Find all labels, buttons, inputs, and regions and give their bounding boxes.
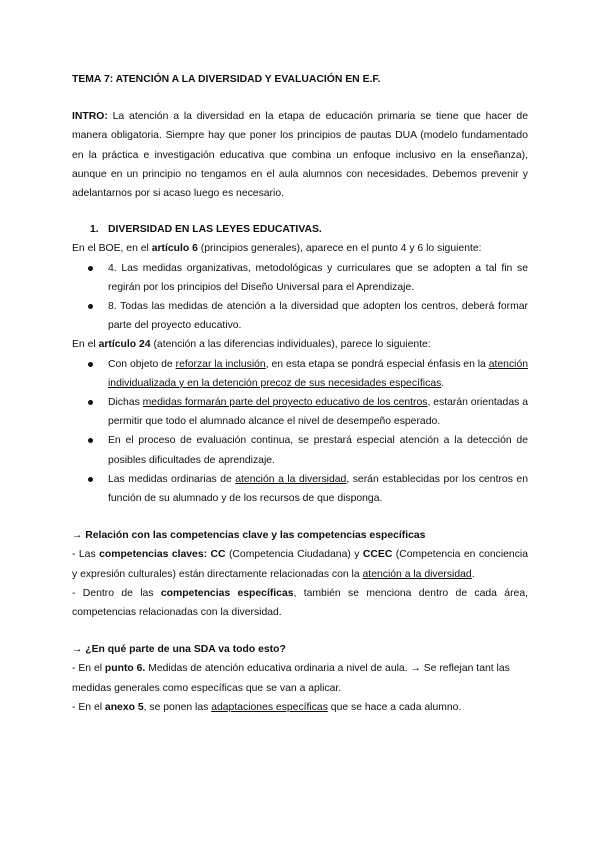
text: - En el [72,701,105,713]
bold-text: CCEC [362,549,393,561]
section1-heading [72,220,528,239]
text: , en esta etapa se pondrá especial énfasis en la [265,358,489,370]
section3-paragraph-2 [72,698,528,717]
section3-heading: → ¿En qué parte de una SDA va todo esto? [72,644,286,656]
bullet-icon [88,438,93,443]
section2-heading: → Relación con las competencias clave y las competencias específicas [72,530,426,542]
underlined-text: reforzar la inclusión [175,358,266,370]
text: . [441,377,445,389]
art24-post: (atención a las diferencias individuales), parece lo siguiente: [150,339,431,351]
underlined-text: adaptaciones específicas [211,701,328,713]
bold-text: anexo 5 [104,701,144,713]
underlined-text: atención individualizada y en la detención precoz de sus necesidades específicas [108,358,529,389]
list-item [72,297,528,335]
text: , serán establecidas por los centros en función de su alumnado y de los recursos de que disponga. [108,473,528,505]
boe-article: artículo 6 [151,243,198,255]
list-item-text: 8. Todas las medidas de atención a la diversidad que adopten los centros, deberá formar parte del proyecto educativo. [108,301,528,332]
list-item [72,393,528,431]
boe-list [72,259,528,336]
bullet-icon [88,304,93,309]
bullet-icon [88,266,93,271]
art24-intro [72,335,528,354]
document-page [72,70,528,717]
section3-paragraph-1 [72,659,528,697]
boe-pre: En el BOE, en el [72,243,152,255]
bold-text: competencias específicas [160,587,294,599]
boe-intro [72,239,528,258]
text: (Competencia en conciencia y expresión culturales) están directamente relacionadas con la [72,549,528,580]
section1-heading-text: DIVERSIDAD EN LAS LEYES EDUCATIVAS. [108,224,322,236]
text: Medidas de atención educativa ordinaria a nivel de aula. → Se reflejan tant las medidas generales como específicas que se van a aplicar. [72,663,510,694]
section2-paragraph-1 [72,545,528,583]
underlined-text: medidas formarán parte del proyecto educativo de los centros [142,397,428,409]
bullet-icon [88,400,93,405]
bullet-icon [88,362,93,367]
text: , estarán orientadas a permitir que todo el alumnado alcance el nivel de desempeño esperado. [108,397,528,428]
section1-number: 1. [90,224,99,236]
boe-post: (principios generales), aparece en el punto 4 y 6 lo siguiente: [197,243,482,255]
bold-text: competencias claves: CC [99,549,226,561]
bullet-icon [88,477,93,482]
list-item [72,259,528,297]
text: Dichas [108,397,143,409]
intro-label: INTRO: [72,111,108,123]
art24-pre: En el [72,339,99,351]
text: . [471,568,475,580]
text: Las medidas ordinarias de [108,473,236,485]
bold-text: punto 6. [104,663,146,675]
underlined-text: atención a la diversidad [235,473,347,485]
list-item-text: 4. Las medidas organizativas, metodológicas y curriculares que se adopten a tal fin se regirán por los principios del Diseño Universal para el Aprendizaje. [108,262,528,293]
list-item [72,470,528,508]
text: , se ponen las [143,701,212,713]
underlined-text: atención a la diversidad [362,568,472,580]
art24-article: artículo 24 [98,339,151,351]
text: - Dentro de las [72,587,161,599]
text: , también se menciona dentro de cada área, competencias relacionadas con la diversidad. [72,587,528,619]
text: - Las [72,549,100,561]
art24-list [72,355,528,509]
text: (Competencia Ciudadana) y [225,549,363,561]
intro-text: La atención a la diversidad en la etapa de educación primaria se tiene que hacer de manera obligatoria. Siempre hay que poner los principios de pautas DUA (modelo fundamentado en la práctica e investigación educativa que combina un enfoque inclusivo en la enseñanza), aunque en un principio no tengamos en el aula alumnos con necesidades. Debemos prevenir y adelantarnos por si acaso luego es necesario. [72,111,528,200]
text: que se hace a cada alumno. [327,701,462,713]
text: En el proceso de evaluación continua, se prestará especial atención a la detección de posibles dificultades de aprendizaje. [108,435,528,466]
section2-paragraph-2 [72,584,528,622]
document-title: TEMA 7: ATENCIÓN A LA DIVERSIDAD Y EVALUACIÓN EN E.F. [72,74,381,85]
text: - En el [72,663,105,675]
text: Con objeto de [108,358,176,370]
list-item [72,355,528,393]
list-item [72,431,528,469]
intro-paragraph [72,107,528,203]
